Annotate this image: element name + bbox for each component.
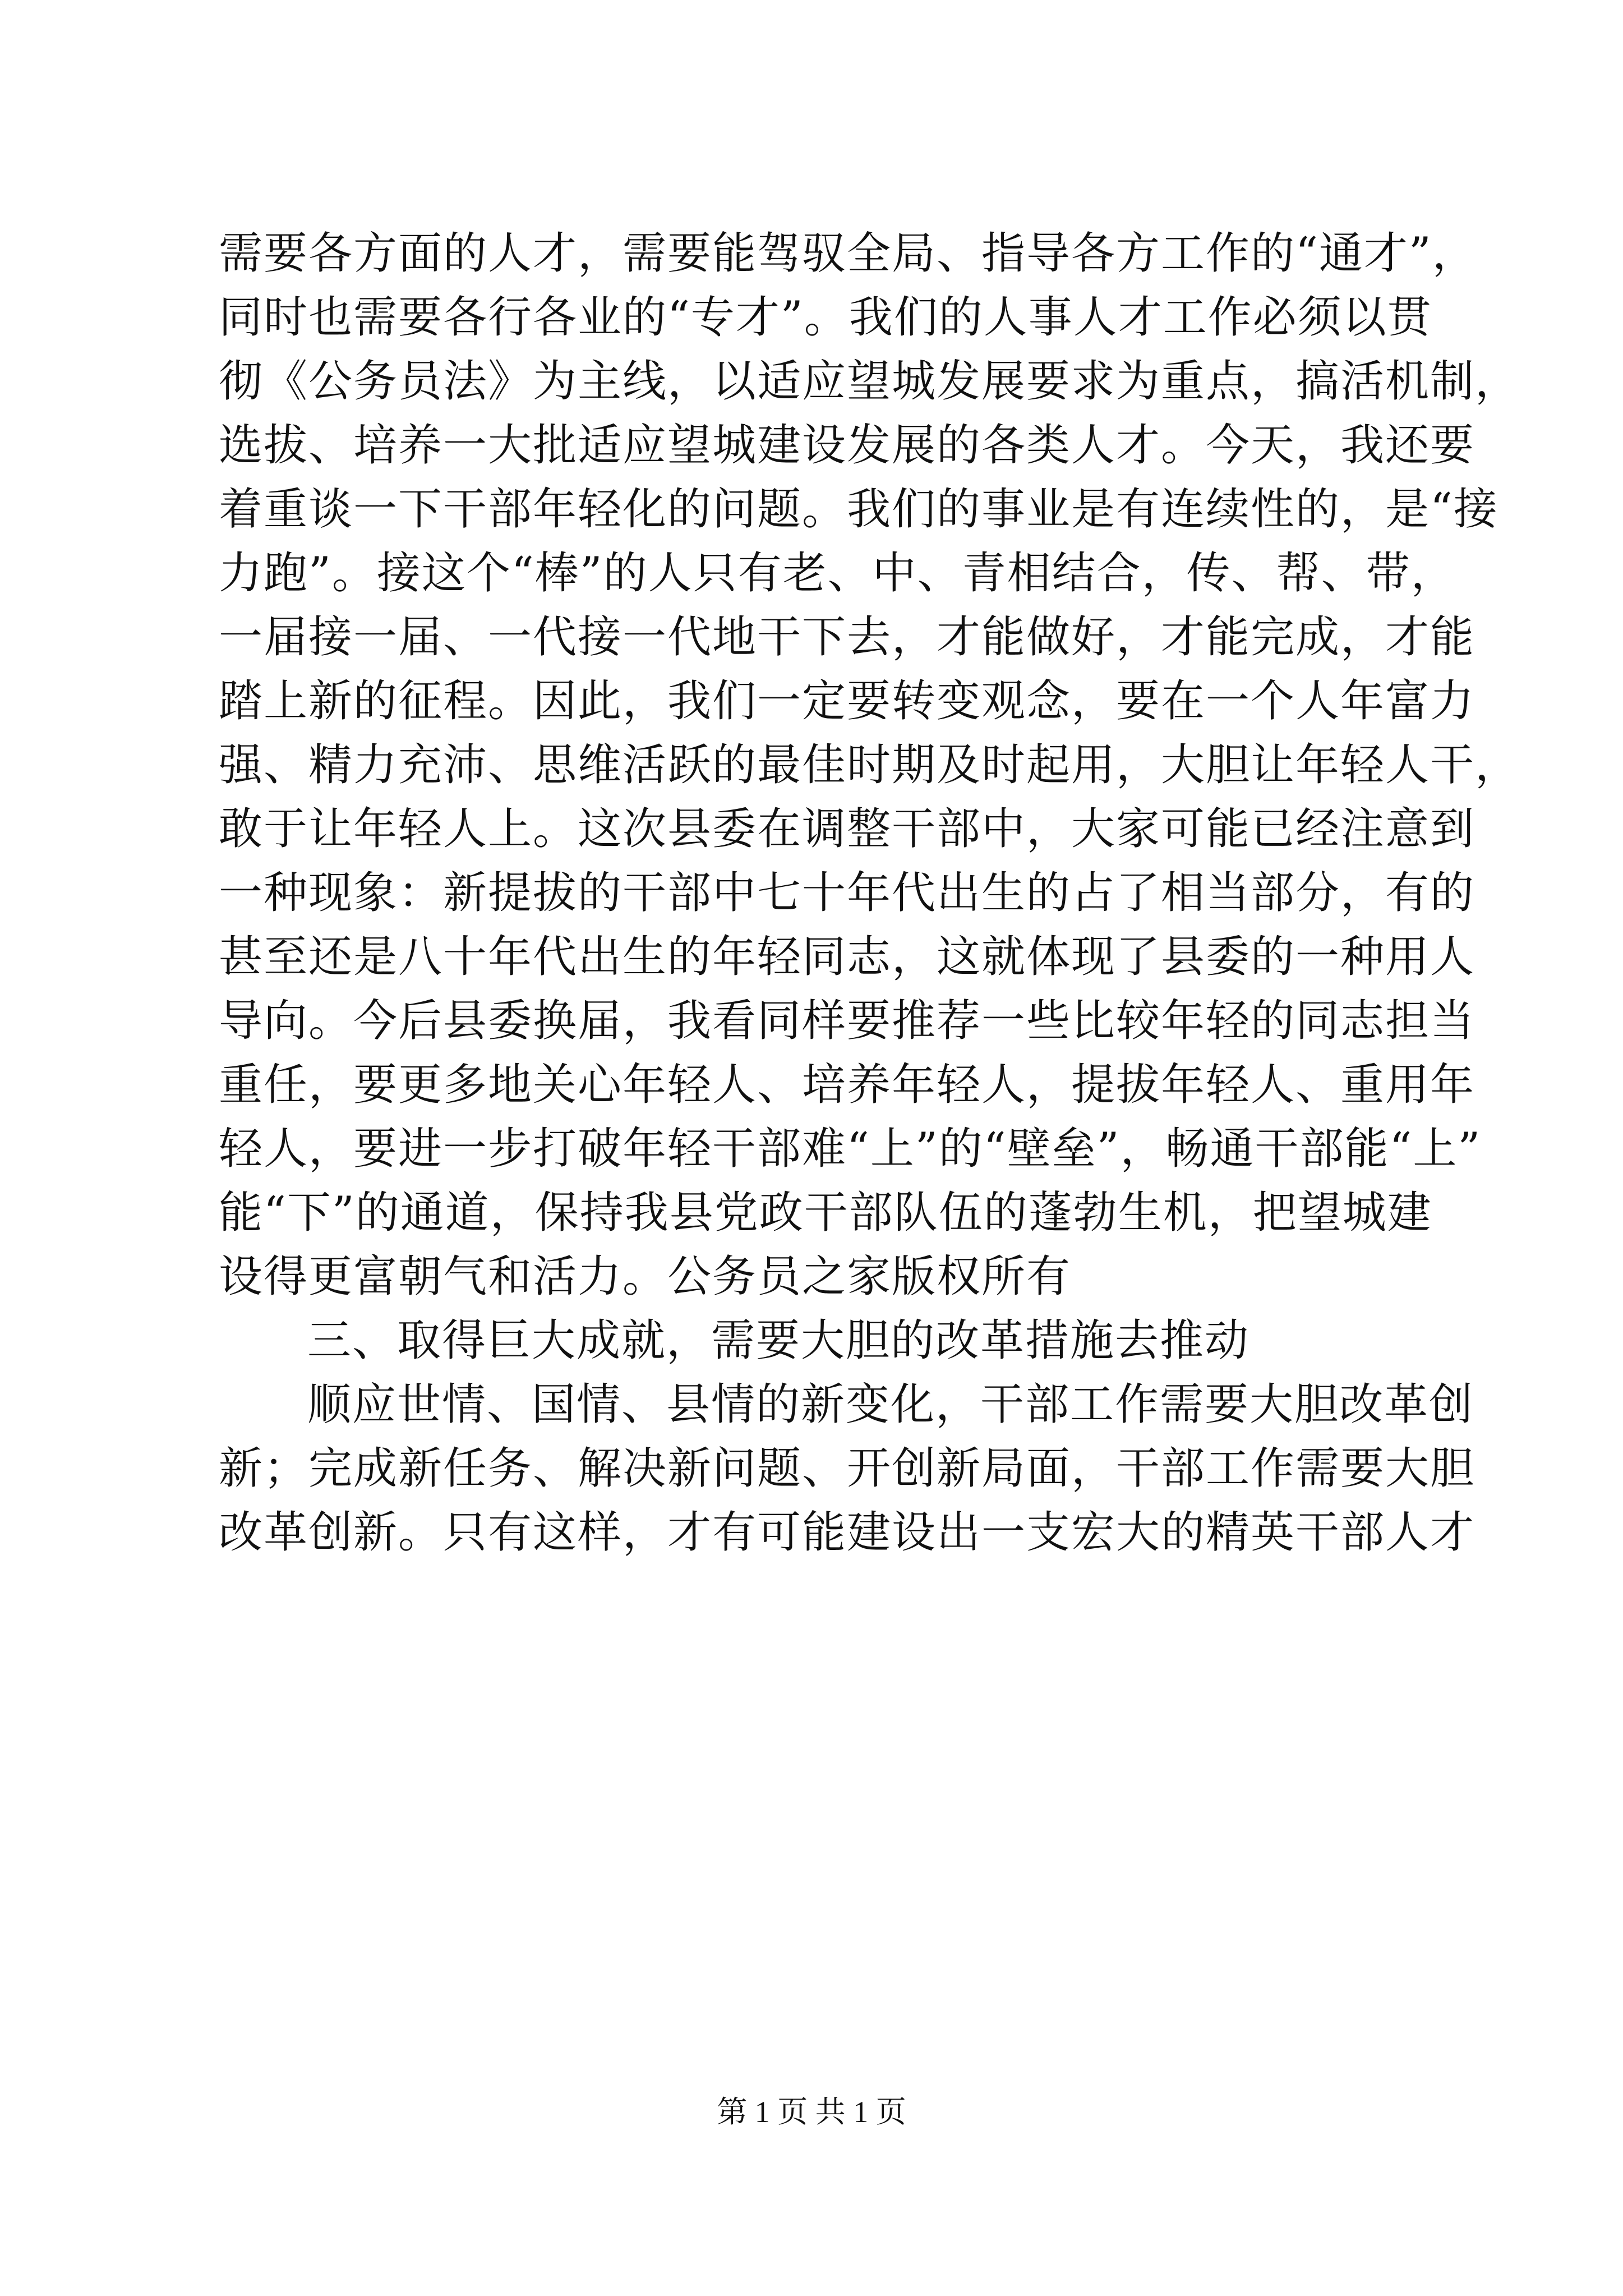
- paragraph-line: 一种现象：新提拔的干部中七十年代出生的占了相当部分，有的: [219, 868, 1476, 918]
- paragraph-line: 导向。今后县委换届，我看同样要推荐一些比较年轻的同志担当: [219, 996, 1476, 1046]
- paragraph-line: 新；完成新任务、解决新问题、开创新局面，干部工作需要大胆: [219, 1443, 1476, 1494]
- paragraph-line-last: 设得更富朝气和活力。公务员之家版权所有: [219, 1251, 1072, 1302]
- paragraph-line: 改革创新。只有这样，才有可能建设出一支宏大的精英干部人才: [219, 1507, 1476, 1558]
- paragraph-line: 同时也需要各行各业的“专才”。我们的人事人才工作必须以贯: [219, 292, 1432, 343]
- paragraph-line: 选拔、培养一大批适应望城建设发展的各类人才。今天，我还要: [219, 420, 1476, 471]
- document-body: [219, 222, 1520, 1565]
- paragraph-line-first: 顺应世情、国情、县情的新变化，干部工作需要大胆改革创: [307, 1379, 1474, 1430]
- paragraph-line: 敢于让年轻人上。这次县委在调整干部中，大家可能已经注意到: [219, 804, 1476, 854]
- paragraph-line: 彻《公务员法》为主线，以适应望城发展要求为重点，搞活机制，: [219, 356, 1520, 407]
- paragraph-line: 能“下”的通道，保持我县党政干部队伍的蓬勃生机，把望城建: [219, 1188, 1432, 1238]
- paragraph-line: 一届接一届、一代接一代地干下去，才能做好，才能完成，才能: [219, 612, 1476, 662]
- paragraph-line: 需要各方面的人才，需要能驾驭全局、指导各方工作的“通才”，: [219, 228, 1477, 279]
- paragraph-line: 力跑”。接这个“棒”的人只有老、中、青相结合，传、帮、带，: [219, 548, 1456, 599]
- page-footer: 第 1 页 共 1 页: [717, 2095, 906, 2129]
- paragraph-line: 强、精力充沛、思维活跃的最佳时期及时起用，大胆让年轻人干，: [219, 740, 1520, 790]
- paragraph-line: 着重谈一下干部年轻化的问题。我们的事业是有连续性的，是“接: [219, 484, 1498, 535]
- paragraph-line: 踏上新的征程。因此，我们一定要转变观念，要在一个人年富力: [219, 676, 1476, 726]
- paragraph-line: 轻人，要进一步打破年轻干部难“上”的“壁垒”，畅通干部能“上”: [219, 1124, 1482, 1174]
- section-heading: 三、取得巨大成就，需要大胆的改革措施去推动: [307, 1315, 1250, 1366]
- paragraph-line: 甚至还是八十年代出生的年轻同志，这就体现了县委的一种用人: [219, 932, 1476, 982]
- paragraph-line: 重任，要更多地关心年轻人、培养年轻人，提拔年轻人、重用年: [219, 1060, 1476, 1110]
